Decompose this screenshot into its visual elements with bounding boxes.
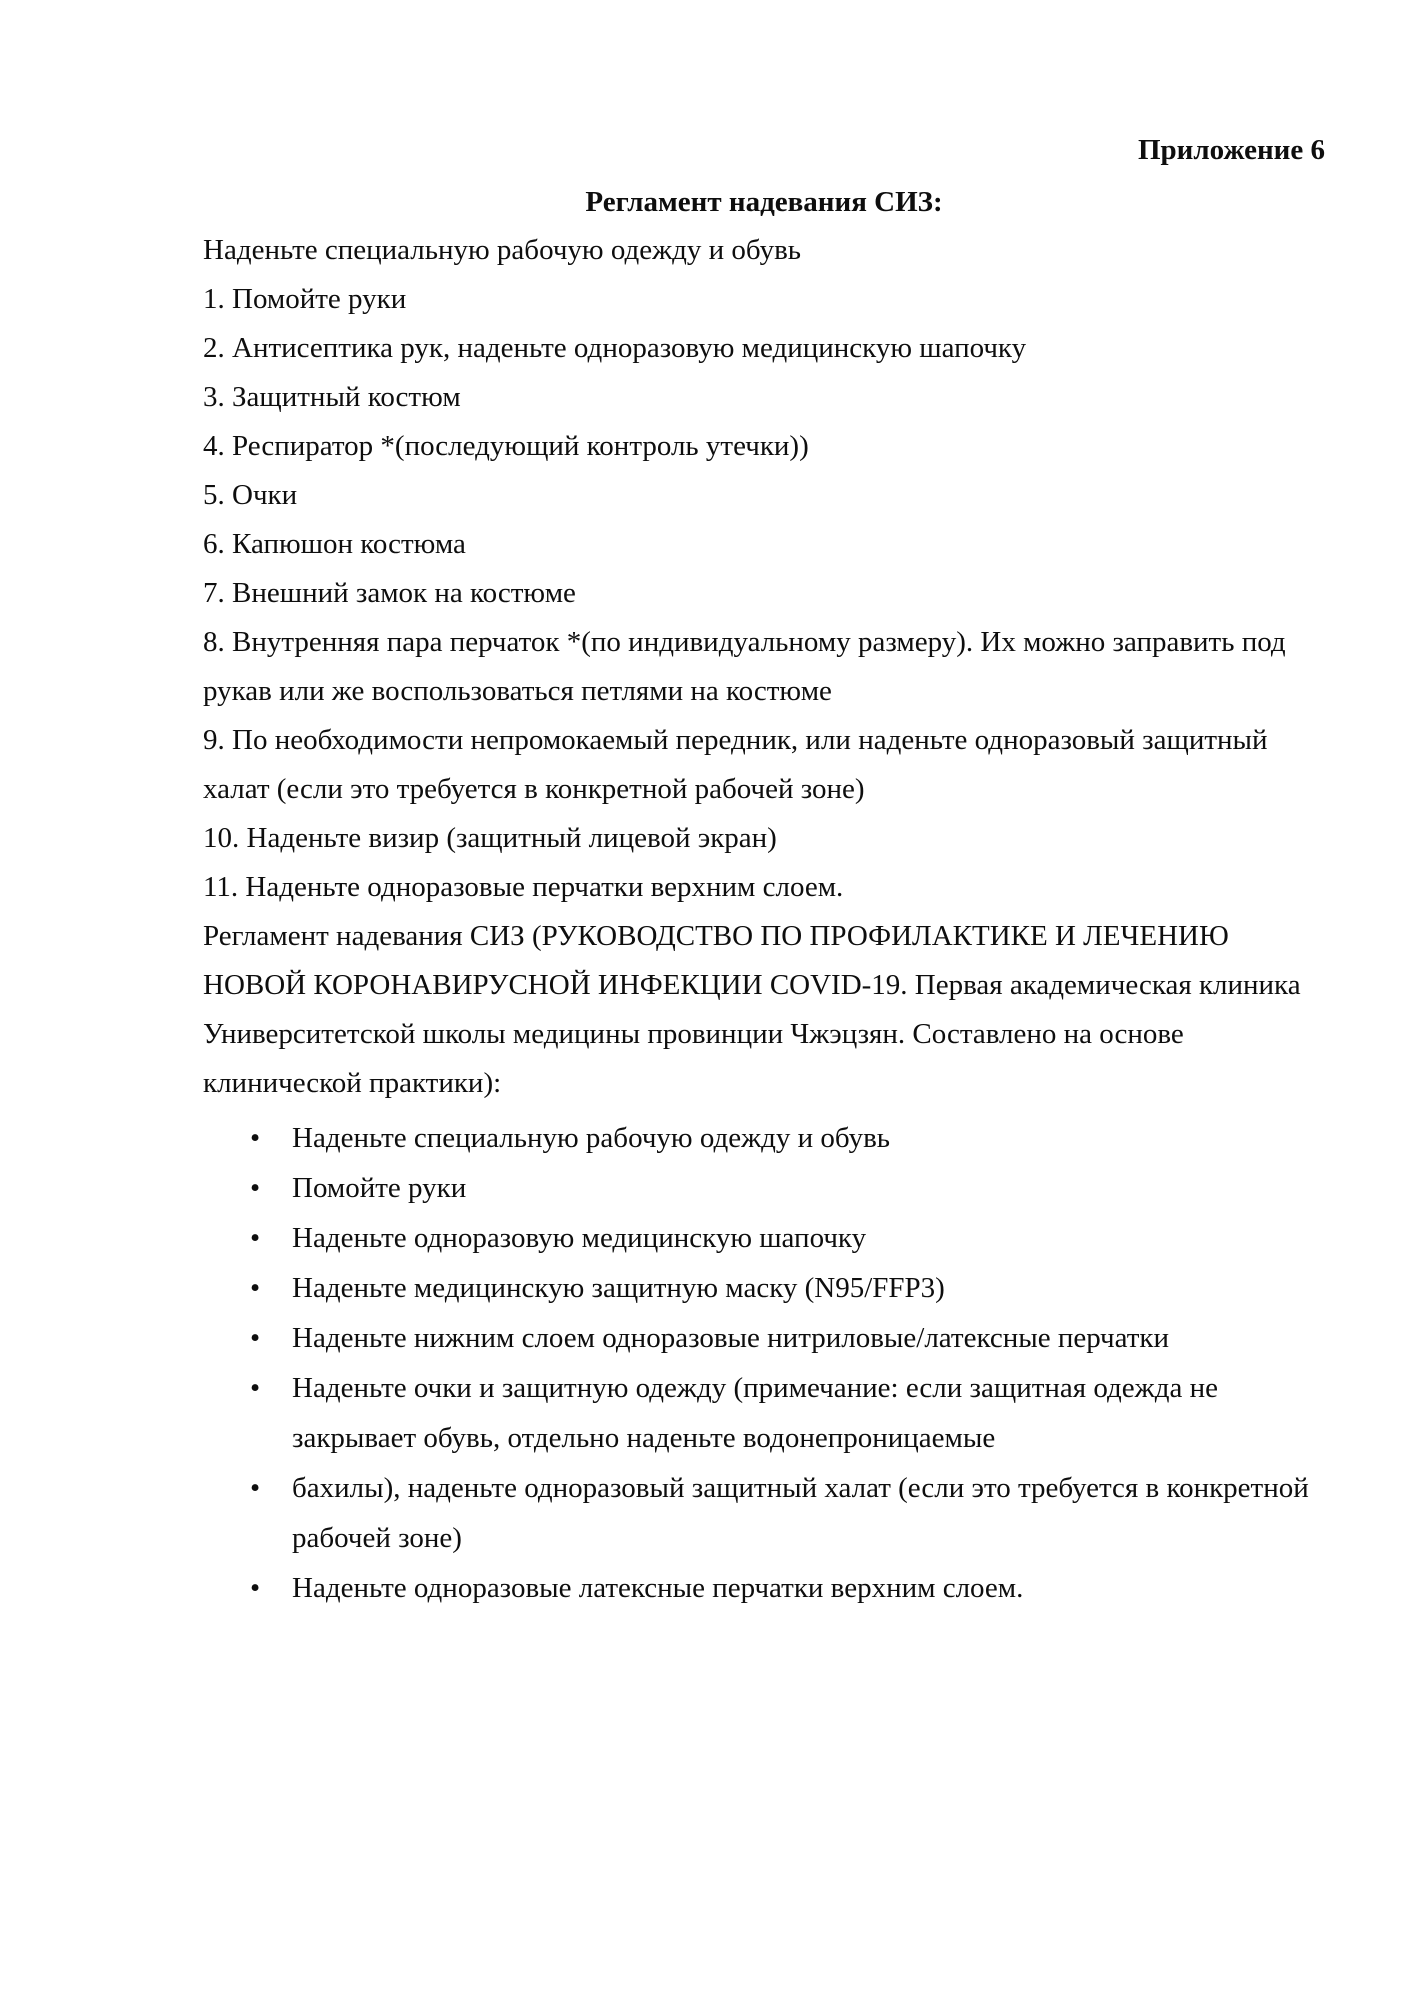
paragraph-line: Университетской школы медицины провинции Чжэцзян. Составлено на основе — [203, 1018, 1184, 1050]
lead-line: Наденьте специальную рабочую одежду и обувь — [203, 234, 801, 266]
bullet-text: Помойте руки — [292, 1172, 467, 1204]
paragraph-line: клинической практики): — [203, 1067, 502, 1099]
numbered-item-9: 9. По необходимости непромокаемый передник, или наденьте одноразовый защитный — [203, 724, 1268, 756]
bullet-icon: • — [250, 1222, 261, 1254]
numbered-item-4: 4. Респиратор *(последующий контроль утечки)) — [203, 430, 809, 462]
bullet-icon: • — [250, 1372, 261, 1404]
bullet-item — [203, 1263, 1383, 1313]
numbered-item-2: 2. Антисептика рук, наденьте одноразовую медицинскую шапочку — [203, 332, 1027, 364]
bullet-icon: • — [250, 1472, 261, 1504]
paragraph-line: НОВОЙ КОРОНАВИРУСНОЙ ИНФЕКЦИИ COVID-19. Первая академическая клиника — [203, 969, 1301, 1001]
numbered-item-5: 5. Очки — [203, 479, 298, 511]
numbered-item-3: 3. Защитный костюм — [203, 381, 461, 413]
numbered-item-9-continuation: халат (если это требуется в конкретной рабочей зоне) — [203, 773, 865, 805]
bullet-item — [203, 1463, 1383, 1513]
bullet-item-continuation — [203, 1513, 1383, 1563]
numbered-item-10: 10. Наденьте визир (защитный лицевой экран) — [203, 822, 777, 854]
bullet-icon: • — [250, 1572, 261, 1604]
bullet-icon: • — [250, 1122, 261, 1154]
bullet-item — [203, 1563, 1383, 1613]
numbered-item-8-continuation: рукав или же воспользоваться петлями на костюме — [203, 675, 832, 707]
bullet-text: закрывает обувь, отдельно наденьте водонепроницаемые — [292, 1422, 996, 1454]
bullet-item — [203, 1313, 1383, 1363]
bullet-item — [203, 1113, 1383, 1163]
bullet-item — [203, 1163, 1383, 1213]
bullet-text: Наденьте очки и защитную одежду (примечание: если защитная одежда не — [292, 1372, 1218, 1404]
bullet-text: Наденьте одноразовую медицинскую шапочку — [292, 1222, 867, 1254]
paragraph-line: Регламент надевания СИЗ (РУКОВОДСТВО ПО ПРОФИЛАКТИКЕ И ЛЕЧЕНИЮ — [203, 920, 1229, 952]
bullet-list — [203, 1113, 1383, 1613]
numbered-item-6: 6. Капюшон костюма — [203, 528, 466, 560]
bullet-text: рабочей зоне) — [292, 1522, 462, 1554]
bullet-icon: • — [250, 1272, 261, 1304]
numbered-item-1: 1. Помойте руки — [203, 283, 407, 315]
document-title: Регламент надевания СИЗ: — [585, 186, 943, 218]
numbered-item-11: 11. Наденьте одноразовые перчатки верхним слоем. — [203, 871, 844, 903]
numbered-item-7: 7. Внешний замок на костюме — [203, 577, 576, 609]
bullet-item — [203, 1213, 1383, 1263]
bullet-icon: • — [250, 1322, 261, 1354]
appendix-label: Приложение 6 — [1138, 134, 1325, 166]
bullet-text: бахилы), наденьте одноразовый защитный халат (если это требуется в конкретной — [292, 1472, 1309, 1504]
numbered-item-8: 8. Внутренняя пара перчаток *(по индивидуальному размеру). Их можно заправить под — [203, 626, 1286, 658]
bullet-icon: • — [250, 1172, 261, 1204]
bullet-item — [203, 1363, 1383, 1413]
bullet-text: Наденьте специальную рабочую одежду и обувь — [292, 1122, 890, 1154]
bullet-item-continuation — [203, 1413, 1383, 1463]
document-body — [203, 226, 1383, 1613]
bullet-text: Наденьте нижним слоем одноразовые нитриловые/латексные перчатки — [292, 1322, 1169, 1354]
bullet-text: Наденьте одноразовые латексные перчатки верхним слоем. — [292, 1572, 1024, 1604]
bullet-text: Наденьте медицинскую защитную маску (N95/FFP3) — [292, 1272, 945, 1304]
